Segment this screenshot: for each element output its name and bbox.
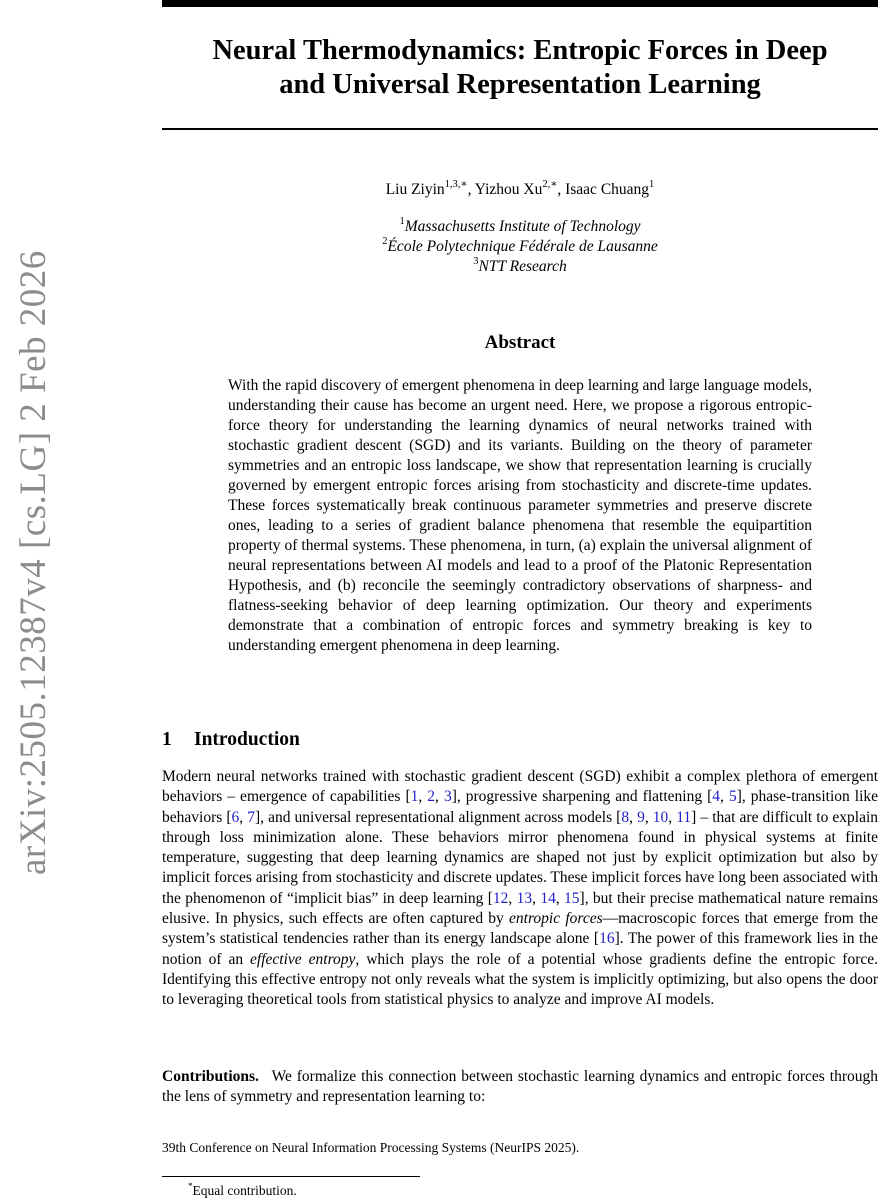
- citation-link[interactable]: 14: [540, 889, 556, 907]
- title-line-1: Neural Thermodynamics: Entropic Forces in Deep: [212, 35, 828, 66]
- footnote: [188, 1182, 297, 1200]
- citation-link[interactable]: 15: [564, 889, 580, 907]
- citation-link[interactable]: 11: [676, 808, 692, 826]
- intro-text: ], and universal representational alignment across models [: [254, 808, 622, 826]
- affiliation-list: [162, 217, 878, 277]
- affiliation-name: École Polytechnique Fédérale de Lausanne: [387, 238, 658, 255]
- citation-link[interactable]: 13: [516, 889, 533, 907]
- affiliation-name: NTT Research: [478, 258, 567, 275]
- introduction-paragraph: [162, 767, 878, 1011]
- contributions-text: We formalize this connection between stochastic learning dynamics and entropic forces through the lens of symmetry and representation learning to:: [162, 1068, 878, 1106]
- affiliation: [162, 257, 878, 277]
- citation-link[interactable]: 9: [637, 808, 645, 826]
- intro-text: ,: [532, 889, 541, 907]
- footnote-text: Equal contribution.: [192, 1183, 297, 1198]
- section-heading-introduction: [162, 728, 300, 752]
- intro-text: , which plays the role of a potential whose gradients define the entropic force. Identifying this effective entropy not only reveals what the system is implicitly optimizing, but also opens the door to leveraging theoretical tools from statistical physics to analyze and improve AI models.: [162, 950, 878, 1009]
- affiliation-mark: 1: [399, 215, 405, 227]
- author-separator: ,: [557, 181, 566, 198]
- affiliation: [162, 237, 878, 257]
- author-name: Isaac Chuang: [565, 181, 650, 198]
- intro-text: ,: [508, 889, 517, 907]
- intro-text: Modern neural networks trained with stochastic gradient descent (SGD) exhibit a complex plethora of emergent behaviors – emergence of capabilities [: [162, 768, 878, 806]
- intro-text: ], but their precise mathematical nature remains elusive. In physics, such effects are often captured by: [162, 889, 878, 928]
- citation-link[interactable]: 3: [443, 788, 452, 806]
- intro-text: ,: [239, 808, 248, 826]
- section-title: Introduction: [194, 729, 300, 750]
- footnote-rule: [162, 1176, 420, 1177]
- section-number: 1: [162, 729, 172, 750]
- author-affiliation-marks: 1: [649, 178, 655, 190]
- citation-link[interactable]: 12: [492, 889, 509, 907]
- citation-link[interactable]: 10: [652, 808, 669, 826]
- author-list: [162, 180, 878, 200]
- title-line-2: and Universal Representation Learning: [279, 69, 761, 100]
- citation-link[interactable]: 4: [712, 788, 721, 806]
- paper-title: [162, 34, 878, 102]
- top-rule: [162, 0, 878, 7]
- author-name: Yizhou Xu: [474, 181, 543, 198]
- conference-note: 39th Conference on Neural Information Processing Systems (NeurIPS 2025).: [162, 1140, 580, 1155]
- arxiv-sidebar-stamp[interactable]: arXiv:2505.12387v4 [cs.LG] 2 Feb 2026: [13, 250, 54, 875]
- affiliation: [162, 217, 878, 237]
- affiliation-name: Massachusetts Institute of Technology: [404, 218, 641, 235]
- citation-link[interactable]: 16: [599, 930, 615, 948]
- emphasized-term: entropic forces: [509, 910, 603, 928]
- citation-link[interactable]: 7: [247, 808, 255, 826]
- contributions-heading: Contributions.: [162, 1068, 259, 1085]
- abstract-heading: Abstract: [484, 332, 556, 353]
- author-separator: ,: [467, 181, 475, 198]
- author-affiliation-marks: 1,3,∗: [444, 178, 468, 190]
- citation-link[interactable]: 5: [728, 788, 737, 806]
- citation-link[interactable]: 6: [231, 808, 240, 826]
- title-rule: [162, 128, 878, 130]
- intro-text: ], progressive sharpening and flattening [: [451, 788, 713, 806]
- intro-text: ,: [555, 889, 565, 907]
- intro-text: ], phase-transition like behaviors [: [162, 788, 878, 826]
- intro-text: ,: [720, 788, 729, 806]
- intro-text: ]. The power of this framework lies in the notion of an: [162, 930, 878, 968]
- emphasized-term: effective entropy: [250, 950, 356, 968]
- intro-text: ,: [668, 808, 677, 826]
- citation-link[interactable]: 8: [621, 808, 630, 826]
- affiliation-mark: 2: [382, 235, 388, 247]
- author-name: Liu Ziyin: [385, 181, 445, 198]
- citation-link[interactable]: 2: [427, 788, 436, 806]
- intro-text: —macroscopic forces that emerge from the system’s statistical tendencies rather than its energy landscape alone [: [162, 910, 878, 948]
- intro-text: ,: [644, 808, 653, 826]
- intro-text: ] – that are difficult to explain through loss minimization alone. These behaviors mirror phenomena found in physical systems at finite temperature, suggesting that deep learning dynamics are shaped not just by explicit optimization but also by implicit forces arising from stochasticity and discrete updates. These implicit forces have long been associated with the phenomenon of “implicit bias” in deep learning [: [162, 808, 878, 907]
- intro-text: ,: [629, 808, 638, 826]
- citation-link[interactable]: 1: [410, 788, 419, 806]
- contributions-paragraph: [162, 1067, 878, 1108]
- intro-text: ,: [435, 788, 444, 806]
- author-affiliation-marks: 2,∗: [542, 178, 558, 190]
- affiliation-mark: 3: [473, 255, 479, 267]
- intro-text: ,: [418, 788, 428, 806]
- abstract-text: With the rapid discovery of emergent phenomena in deep learning and large language models, understanding their cause has become an urgent need. Here, we propose a rigorous entropic-force theory for understanding the learning dynamics of neural networks trained with stochastic gradient descent (SGD) and its variants. Building on the theory of parameter symmetries and an entropic loss landscape, we show that representation learning is crucially governed by emergent entropic forces arising from stochasticity and discrete-time updates. These forces systematically break continuous parameter symmetries and preserve discrete ones, leading to a series of gradient balance phenomena that resemble the equipartition property of thermal systems. These phenomena, in turn, (a) explain the universal alignment of neural representations between AI models and lead to a proof of the Platonic Representation Hypothesis, and (b) reconcile the seemingly contradictory observations of sharpness- and flatness-seeking behavior of deep learning optimization. Our theory and experiments demonstrate that a combination of entropic forces and symmetry breaking is key to understanding emergent phenomena in deep learning.: [228, 377, 812, 654]
- footnote-mark: *: [188, 1180, 193, 1191]
